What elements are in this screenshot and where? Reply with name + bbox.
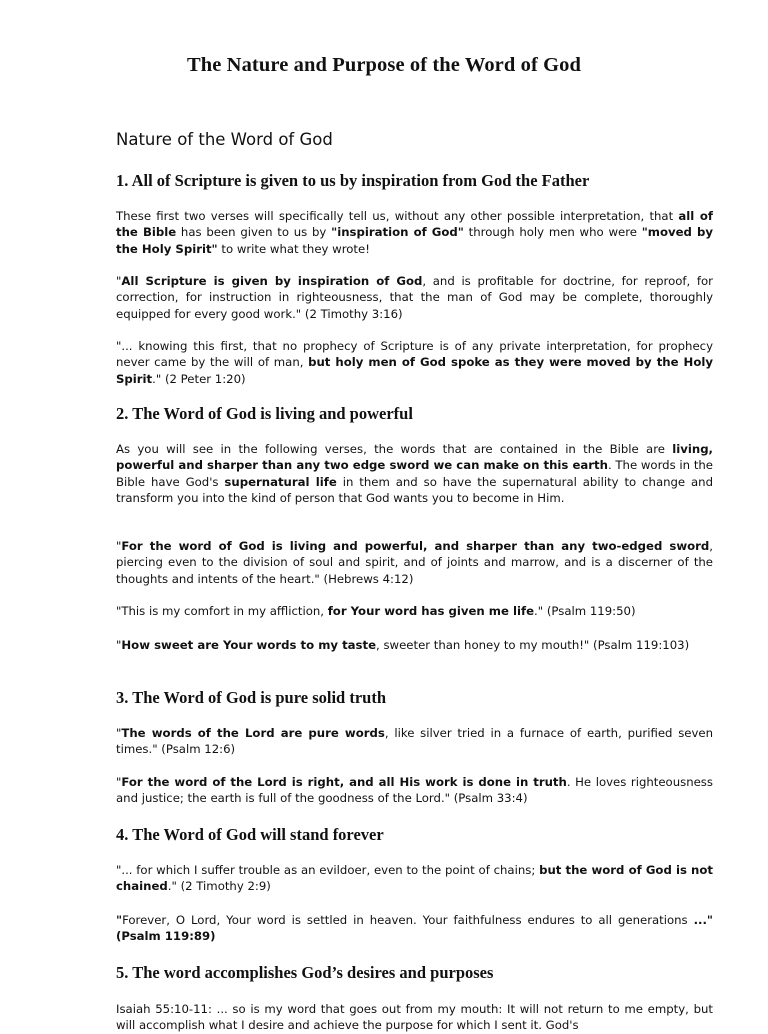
paragraph: "... for which I suffer trouble as an evildoer, even to the point of chains; but the word of God is not chained." (2 Timothy 2:9) [116,863,713,894]
paragraph: "All Scripture is given by inspiration of God, and is profitable for doctrine, for reproof, for correction, for instruction in righteousness, that the man of God may be complete, thoroughly equipped for every good work." (2 Timothy 3:16) [116,274,713,321]
emphasis-text: The words of the Lord are pure words [121,726,385,740]
paragraph: "... knowing this first, that no prophecy of Scripture is of any private interpretation, for prophecy never came by the will of man, but holy men of God spoke as they were moved by the Holy Spirit." (2 Peter 1:20) [116,339,713,386]
emphasis-text: supernatural life [224,474,337,489]
paragraph: These first two verses will specifically tell us, without any other possible interpretation, that all of the Bible has been given to us by "inspiration of God" through holy men who were "moved by the Holy Spirit" to write what they wrote! [116,209,714,256]
emphasis-text: " [116,913,123,927]
point-heading: 4. The Word of God will stand forever [116,825,384,844]
point-heading: 2. The Word of God is living and powerful [116,404,413,423]
paragraph: Isaiah 55:10-11: ... so is my word that goes out from my mouth: It will not return to me empty, but will accomplish what I desire and achieve the purpose for which I sent it. God's [116,1002,713,1033]
emphasis-text: For the word of the Lord is right, and all His work is done in truth [121,775,567,789]
emphasis-text: living, powerful and sharper than any two edge sword we can make on this earth [116,442,713,473]
paragraph: "For the word of the Lord is right, and all His work is done in truth. He loves righteousness and justice; the earth is full of the goodness of the Lord." (Psalm 33:4) [116,775,713,806]
emphasis-text: "moved by the Holy Spirit" [116,225,714,256]
point-heading: 3. The Word of God is pure solid truth [116,688,387,707]
emphasis-text: For the word of God is living and powerful, and sharper than any two-edged sword [121,539,710,553]
emphasis-text: but holy men of God spoke as they were moved by the Holy Spirit [116,355,713,386]
paragraph: "The words of the Lord are pure words, like silver tried in a furnace of earth, purified seven times." (Psalm 12:6) [116,726,713,757]
section-heading: Nature of the Word of God [116,130,333,149]
emphasis-text: ..." (Psalm 119:89) [116,913,713,944]
emphasis-text: but the word of God is not chained [116,863,713,894]
emphasis-text: for Your word has given me life [327,604,535,618]
paragraph: "How sweet are Your words to my taste, sweeter than honey to my mouth!" (Psalm 119:103) [116,638,690,652]
emphasis-text: All Scripture is given by inspiration of God [121,274,423,288]
document-title: The Nature and Purpose of the Word of God [186,54,581,76]
emphasis-text: all of the Bible [116,209,713,240]
paragraph: "Forever, O Lord, Your word is settled in heaven. Your faithfulness endures to all generations ..." (Psalm 119:89) [116,913,713,944]
paragraph: As you will see in the following verses, the words that are contained in the Bible are living, powerful and sharper than any two edge sword we can make on this earth. The words in the Bible have God's supernatural life in them and so have the supernatural ability to change and transform you into the kind of person that God wants you to become in Him. [116,442,714,505]
paragraph: "For the word of God is living and powerful, and sharper than any two-edged sword, piercing even to the division of soul and spirit, and of joints and marrow, and is a discerner of the thoughts and intents of the heart." (Hebrews 4:12) [116,539,713,586]
paragraph: "This is my comfort in my affliction, for Your word has given me life." (Psalm 119:50) [116,604,636,618]
point-heading: 1. All of Scripture is given to us by inspiration from God the Father [116,171,590,190]
point-heading: 5. The word accomplishes God’s desires and purposes [116,963,494,982]
emphasis-text: "inspiration of God" [331,225,464,240]
emphasis-text: How sweet are Your words to my taste [121,638,377,652]
